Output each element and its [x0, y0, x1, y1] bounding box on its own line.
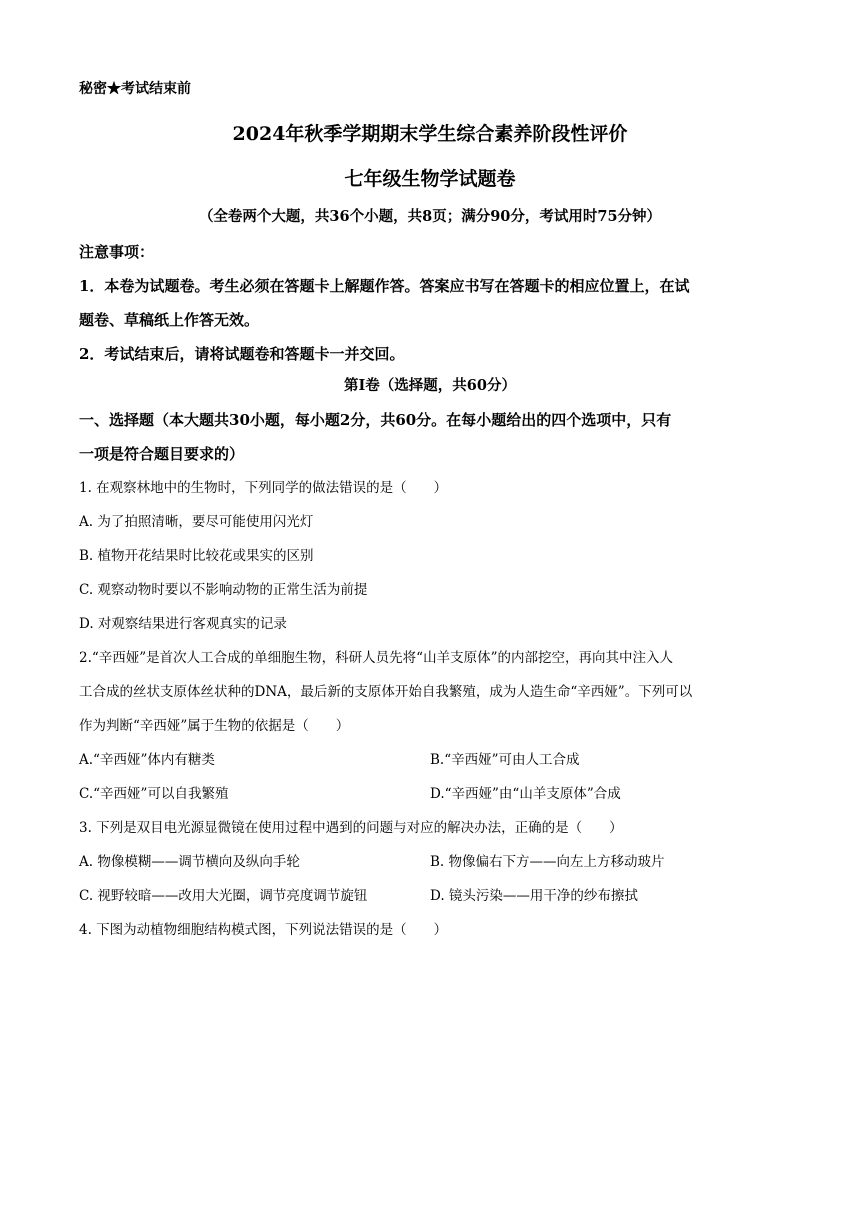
exam-subtitle: 七年级生物学试题卷 — [344, 168, 516, 190]
question-2-stem-line-3: 作为判断“辛西娅”属于生物的依据是（ ） — [79, 718, 350, 734]
confidential-label: 秘密★考试结束前 — [79, 81, 191, 97]
question-3-option-b: B. 物像偏右下方——向左上方移动玻片 — [430, 854, 665, 870]
exam-info: （全卷两个大题，共36个小题，共8页；满分90分，考试用时75分钟） — [198, 208, 662, 225]
question-4-stem: 4. 下图为动植物细胞结构模式图，下列说法错误的是（ ） — [79, 922, 448, 938]
question-1-option-a: A. 为了拍照清晰，要尽可能使用闪光灯 — [79, 514, 314, 530]
notice-item-2: 2．考试结束后，请将试题卷和答题卡一并交回。 — [79, 345, 405, 363]
question-3-stem: 3. 下列是双目电光源显微镜在使用过程中遇到的问题与对应的解决办法，正确的是（ ） — [79, 820, 623, 836]
question-3-option-a: A. 物像模糊——调节横向及纵向手轮 — [79, 854, 300, 870]
notice-item-1-line-2: 题卷、草稿纸上作答无效。 — [79, 311, 260, 329]
question-3-option-c: C. 视野较暗——改用大光圈，调节亮度调节旋钮 — [79, 888, 368, 904]
section-1-line-2: 一项是符合题目要求的） — [79, 445, 245, 463]
question-2-option-d: D.“辛西娅”由“山羊支原体”合成 — [430, 786, 621, 802]
question-2-option-b: B.“辛西娅”可由人工合成 — [430, 752, 580, 768]
question-2-stem-line-1: 2.“辛西娅”是首次人工合成的单细胞生物，科研人员先将“山羊支原体”的内部挖空，再向其中注入人 — [79, 650, 673, 666]
notice-item-1-line-1: 1．本卷为试题卷。考生必须在答题卡上解题作答。答案应书写在答题卡的相应位置上，在试 — [79, 277, 690, 295]
part-1-heading: 第Ⅰ卷（选择题，共60分） — [344, 377, 516, 394]
question-1-option-d: D. 对观察结果进行客观真实的记录 — [79, 616, 287, 632]
section-1-line-1: 一、选择题（本大题共30小题，每小题2分，共60分。在每小题给出的四个选项中，只有 — [79, 411, 672, 429]
question-1-option-c: C. 观察动物时要以不影响动物的正常生活为前提 — [79, 582, 368, 598]
exam-title: 2024年秋季学期期末学生综合素养阶段性评价 — [232, 123, 628, 145]
question-2-option-a: A.“辛西娅”体内有糖类 — [79, 752, 215, 768]
question-3-option-d: D. 镜头污染——用干净的纱布擦拭 — [430, 888, 638, 904]
question-1-stem: 1. 在观察林地中的生物时，下列同学的做法错误的是（ ） — [79, 480, 448, 496]
notice-heading: 注意事项： — [79, 243, 155, 261]
question-2-option-c: C.“辛西娅”可以自我繁殖 — [79, 786, 229, 802]
question-2-stem-line-2: 工合成的丝状支原体丝状种的DNA，最后新的支原体开始自我繁殖，成为人造生命“辛西娅”。下列可以 — [79, 684, 693, 700]
question-1-option-b: B. 植物开花结果时比较花或果实的区别 — [79, 548, 314, 564]
